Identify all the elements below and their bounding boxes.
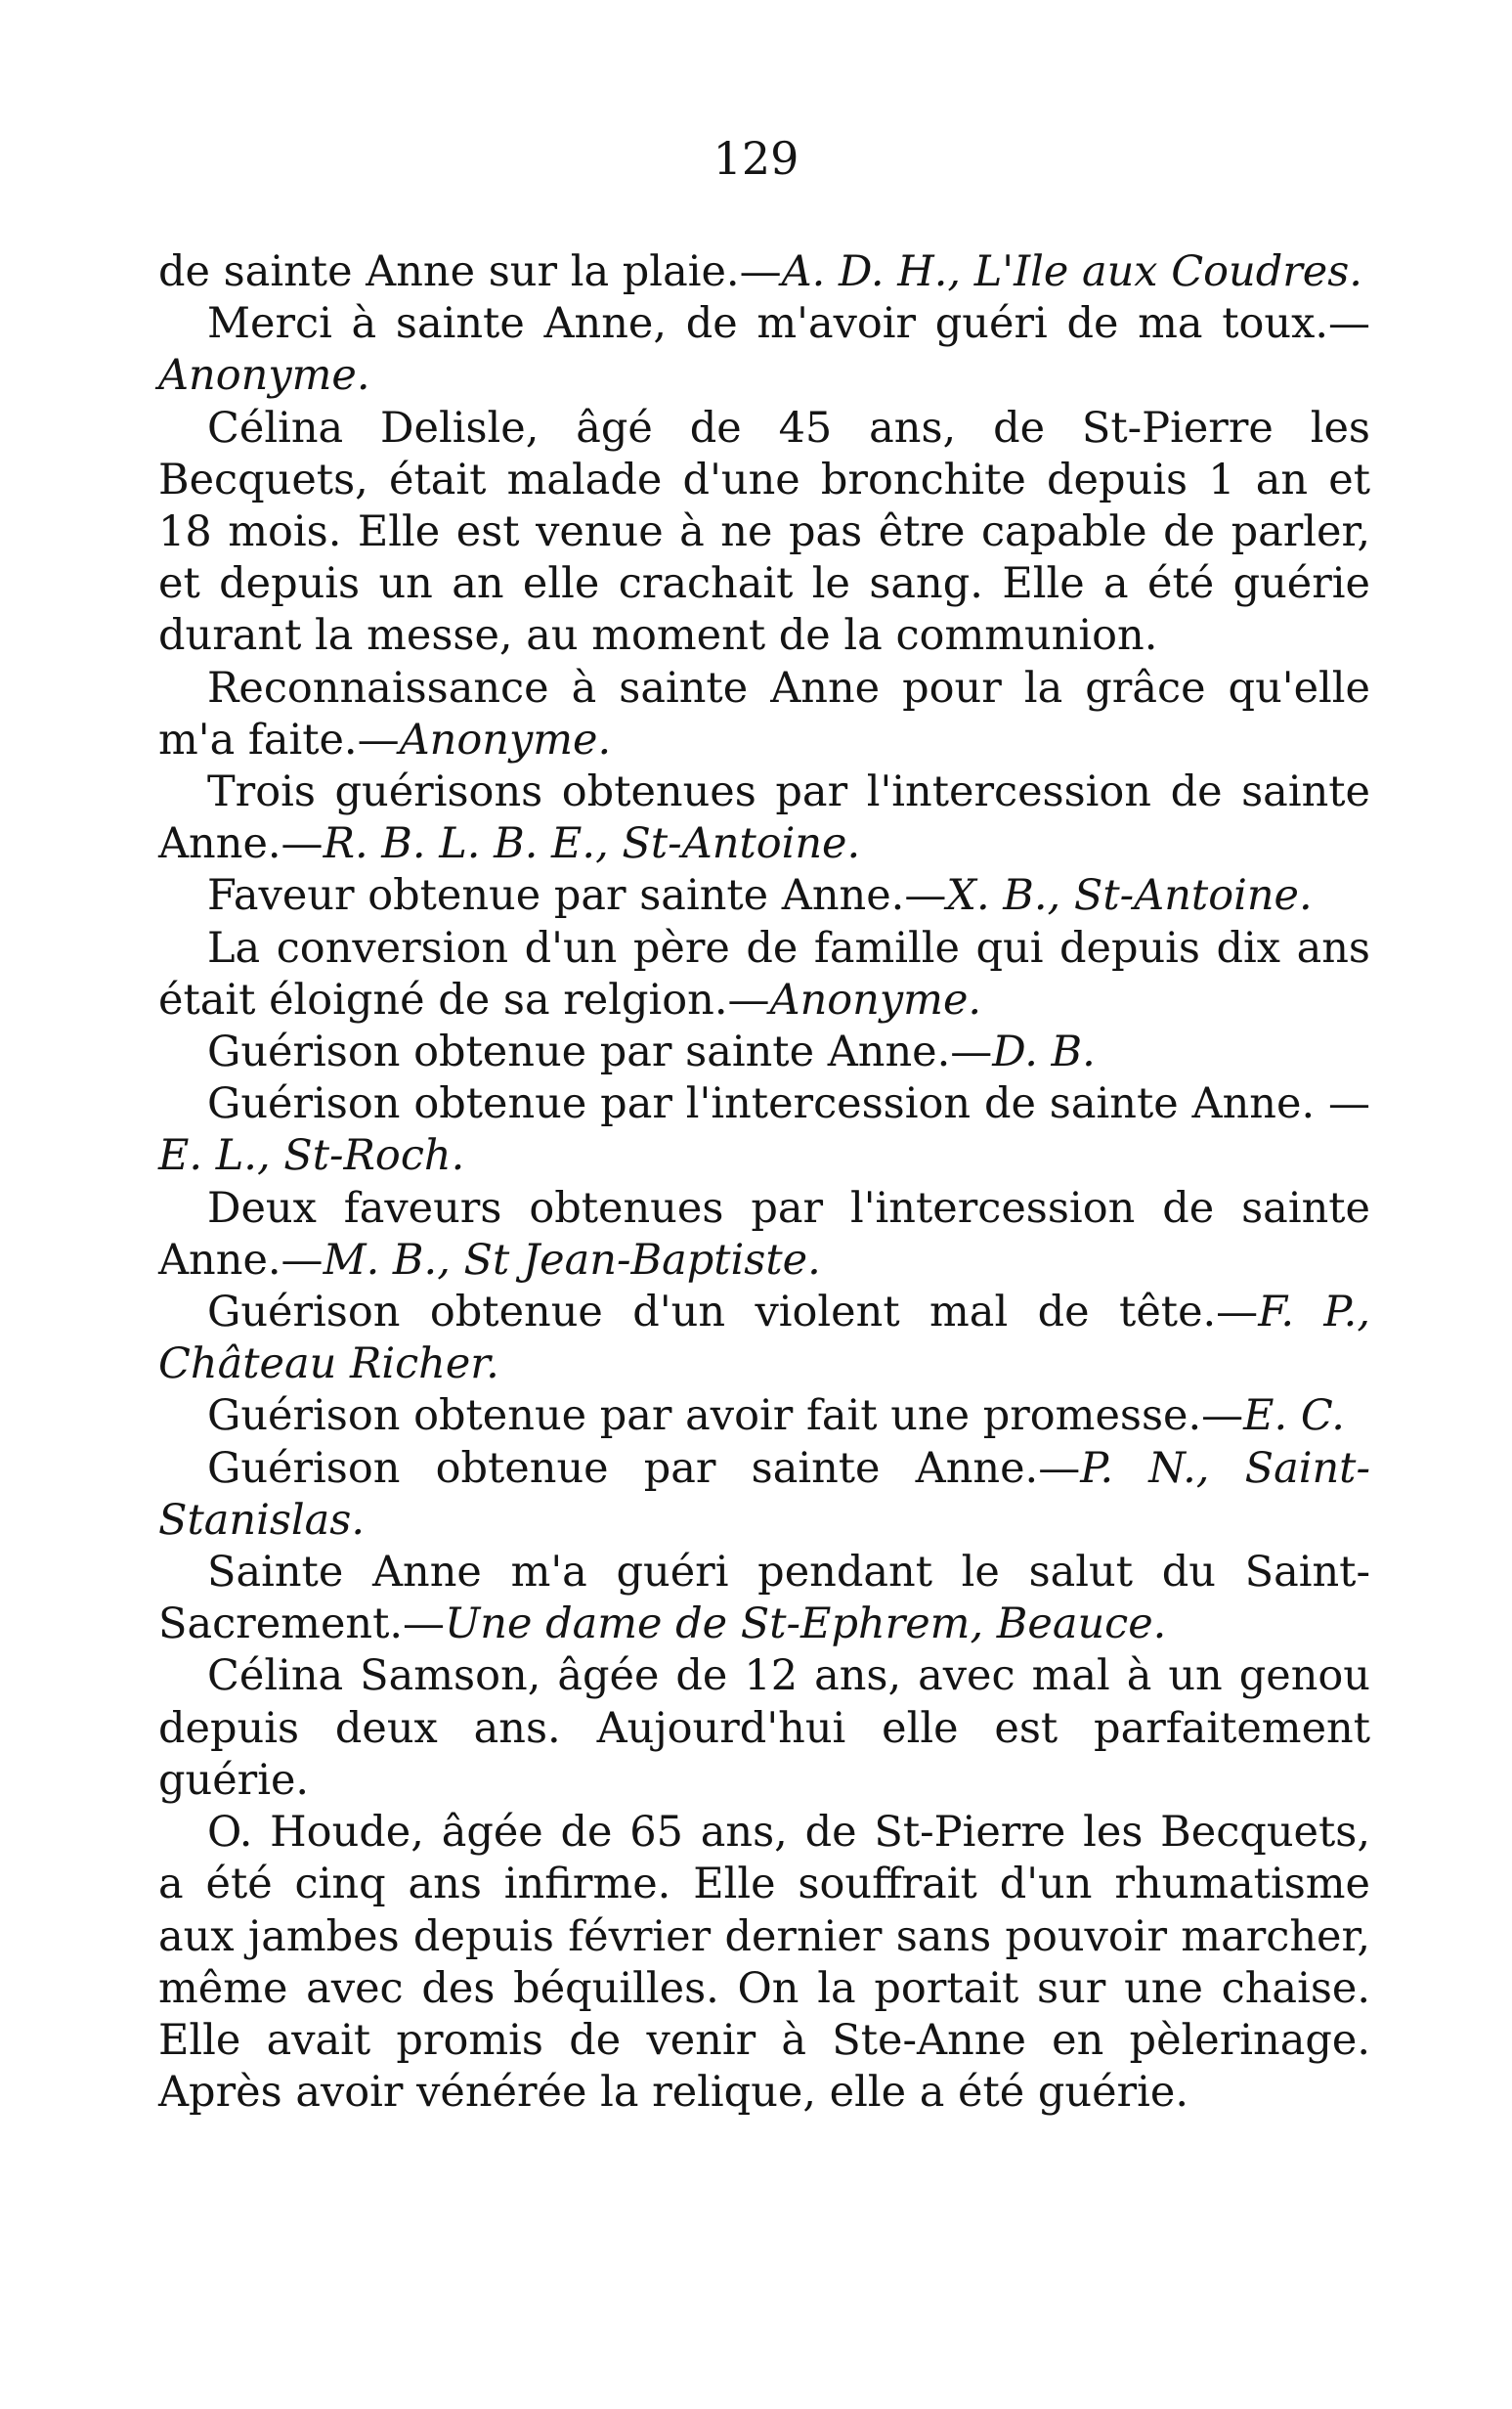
testimony-paragraph — [158, 1183, 1370, 1287]
testimony-paragraph — [158, 1390, 1370, 1442]
paragraph-text: Trois guérisons obtenues par l'intercession de sainte Anne.— — [158, 767, 1370, 869]
signature: F. P., Château Richer. — [158, 1288, 1370, 1389]
paragraph-text: Deux faveurs obtenues par l'intercession de sainte Anne.— — [158, 1183, 1370, 1285]
signature: E. C. — [1243, 1391, 1345, 1441]
signature: Anonyme. — [399, 715, 612, 765]
page-text — [158, 246, 1370, 2119]
signature: Anonyme. — [769, 975, 982, 1025]
paragraph-text: Guérison obtenue par sainte Anne.— — [207, 1028, 993, 1077]
signature: E. L., St-Roch. — [158, 1131, 465, 1181]
paragraph-text: Merci à sainte Anne, de m'avoir guéri de ma toux.— — [207, 299, 1370, 349]
testimony-paragraph — [158, 1443, 1370, 1547]
paragraph-text: Célina Delisle, âgé de 45 ans, de St-Pierre les Becquets, était malade d'une bronchite depuis 1 an et 18 mois. Elle est venue à ne pas être capable de parler, et depuis un an elle crachait le sang. Elle a été guérie durant la messe, au moment de la communion. — [158, 403, 1370, 661]
signature: Anonyme. — [158, 351, 370, 401]
testimony-paragraph — [158, 766, 1370, 870]
testimony-paragraph — [158, 1027, 1370, 1078]
page-number: 129 — [713, 132, 799, 185]
paragraph-text: Faveur obtenue par sainte Anne.— — [207, 871, 947, 921]
signature: R. B. L. B. E., St-Antoine. — [323, 819, 861, 869]
paragraph-text: Sainte Anne m'a guéri pendant le salut du Saint-Sacrement.— — [158, 1548, 1370, 1649]
signature: M. B., St Jean-Baptiste. — [323, 1235, 821, 1285]
paragraph-text: La conversion d'un père de famille qui depuis dix ans était éloigné de sa relgion.— — [158, 923, 1370, 1025]
signature: X. B., St-Antoine. — [946, 871, 1313, 921]
testimony-paragraph — [158, 870, 1370, 922]
paragraph-text: de sainte Anne sur la plaie.— — [158, 247, 782, 296]
testimony-paragraph — [158, 663, 1370, 766]
paragraph-text: Guérison obtenue par l'intercession de sainte Anne. — — [207, 1079, 1370, 1129]
testimony-paragraph — [158, 1807, 1370, 2119]
paragraph-text: Célina Samson, âgée de 12 ans, avec mal à un genou depuis deux ans. Aujourd'hui elle est parfaitement guérie. — [158, 1651, 1370, 1805]
testimony-paragraph — [158, 1650, 1370, 1807]
signature: Une dame de St-Ephrem, Beauce. — [445, 1599, 1167, 1649]
paragraph-text: Guérison obtenue d'un violent mal de tête.— — [207, 1288, 1259, 1337]
testimony-paragraph — [158, 246, 1370, 298]
paragraph-text: Guérison obtenue par sainte Anne.— — [207, 1443, 1081, 1493]
testimony-paragraph — [158, 298, 1370, 402]
testimony-paragraph — [158, 1287, 1370, 1390]
testimony-paragraph — [158, 1547, 1370, 1650]
paragraph-text: Guérison obtenue par avoir fait une promesse.— — [207, 1391, 1244, 1441]
signature: D. B. — [992, 1028, 1096, 1077]
testimony-paragraph — [158, 403, 1370, 663]
signature: P. N., Saint-Stanislas. — [158, 1443, 1370, 1545]
paragraph-text: Reconnaissance à sainte Anne pour la grâce qu'elle m'a faite.— — [158, 663, 1370, 765]
testimony-paragraph — [158, 1078, 1370, 1182]
paragraph-text: O. Houde, âgée de 65 ans, de St-Pierre les Becquets, a été cinq ans infirme. Elle souffrait d'un rhumatisme aux jambes depuis février dernier sans pouvoir marcher, même avec des béquilles. On la portait sur une chaise. Elle avait promis de venir à Ste-Anne en pèlerinage. Après avoir vénérée la relique, elle a été guérie. — [158, 1808, 1370, 2118]
signature: A. D. H., L'Ile aux Coudres. — [781, 247, 1362, 296]
testimony-paragraph — [158, 923, 1370, 1027]
